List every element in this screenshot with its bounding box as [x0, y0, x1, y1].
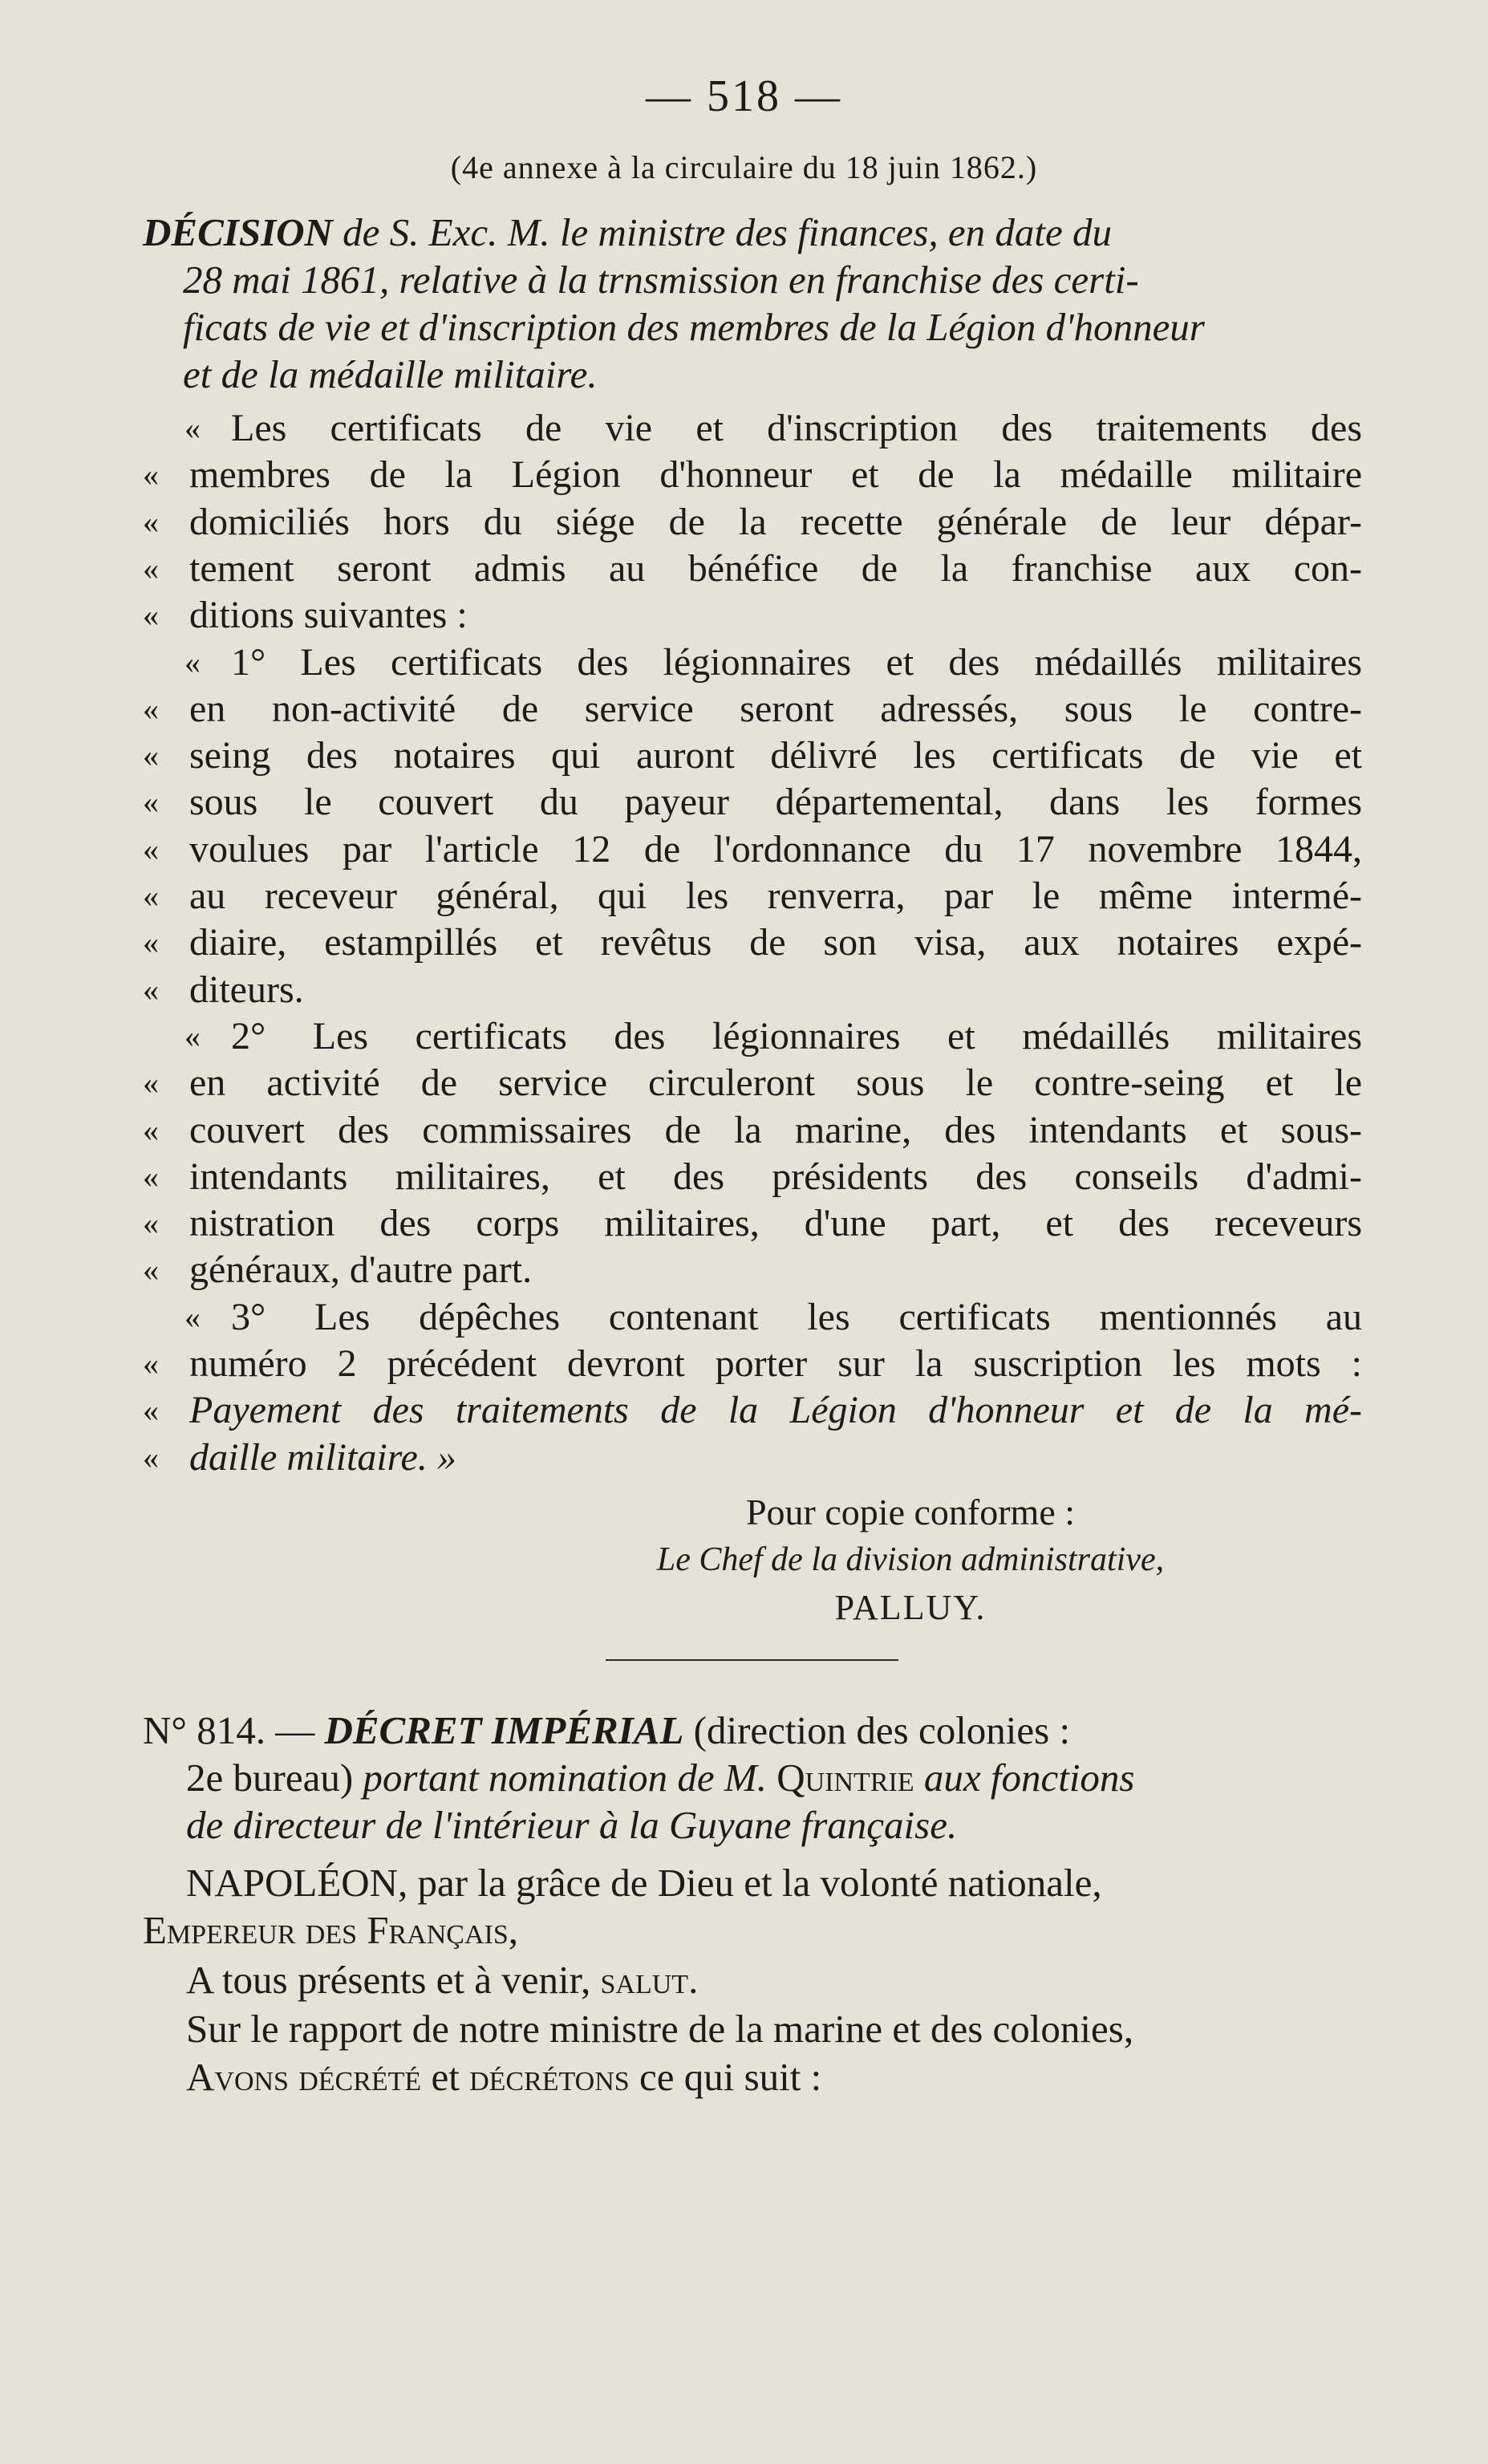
decision-line-text: seing des notaires qui auront délivré les certificats de vie et	[189, 734, 1362, 777]
section-divider	[606, 1659, 898, 1661]
decree-name: Quintrie	[776, 1756, 914, 1800]
decree-enact-2: et	[431, 2055, 460, 2099]
decree-subject-1: portant nomination de M.	[363, 1756, 767, 1800]
decision-line-text: couvert des commissaires de la marine, des intendants et sous-	[189, 1108, 1362, 1151]
quote-mark: «	[184, 643, 201, 680]
decision-line-text: diteurs.	[189, 968, 304, 1011]
decision-line	[143, 733, 1362, 779]
decision-line	[143, 686, 1362, 733]
annexe-note: (4e annexe à la circulaire du 18 juin 1862.)	[450, 149, 1038, 185]
signatory-title: Le Chef de la division administrative,	[656, 1541, 1165, 1578]
decision-line-text: voulues par l'article 12 de l'ordonnance du 17 novembre 1844,	[189, 827, 1362, 871]
decision-line	[143, 1060, 1362, 1106]
quote-mark: «	[143, 457, 159, 493]
quote-mark: «	[143, 1346, 159, 1382]
signatory-name: PALLUY.	[834, 1588, 987, 1627]
quote-mark: «	[143, 1252, 159, 1289]
decree-greeting-1: A tous présents et à venir,	[186, 1958, 591, 2002]
decree-subject-2: aux fonctions	[923, 1756, 1135, 1800]
copy-label: Pour copie conforme :	[745, 1492, 1076, 1532]
decision-heading-text-1: de S. Exc. M. le ministre des finances, en date du	[343, 210, 1113, 254]
decision-line	[143, 967, 1362, 1013]
quote-mark: «	[143, 924, 159, 961]
decision-line	[143, 1341, 1362, 1387]
decree-enact-4: ce qui suit :	[639, 2055, 822, 2099]
decision-line	[143, 1387, 1362, 1434]
decree-enact	[186, 2054, 1405, 2101]
decision-heading-line-4: et de la médaille militaire.	[183, 352, 598, 396]
quote-mark: «	[184, 1017, 201, 1054]
decision-line	[143, 1200, 1362, 1247]
quote-mark: «	[143, 1158, 159, 1195]
decision-line	[143, 1013, 1362, 1060]
decision-line	[143, 639, 1362, 686]
decision-line	[143, 452, 1362, 498]
decision-line	[143, 919, 1362, 966]
decision-line-text: Les certificats de vie et d'inscription des traitements des	[231, 407, 1362, 449]
decree-greeting	[186, 1957, 1405, 2003]
decision-heading-line-1	[143, 210, 1362, 254]
decree-line-1	[143, 1707, 1362, 1754]
decree-enact-3: décrétons	[469, 2055, 630, 2099]
decision-line-text: sous le couvert du payeur départemental, dans les formes	[189, 781, 1362, 824]
decision-heading-line-2: 28 mai 1861, relative à la trnsmission en franchise des certi-	[183, 258, 1139, 302]
decision-line-text: numéro 2 précédent devront porter sur la suscription les mots :	[189, 1342, 1362, 1385]
quote-mark: «	[143, 784, 159, 821]
decision-line	[143, 1247, 1362, 1293]
decision-line	[143, 499, 1362, 546]
decision-line-text: membres de la Légion d'honneur et de la médaille militaire	[189, 453, 1362, 497]
decision-line	[143, 779, 1362, 826]
quote-mark: «	[143, 830, 159, 867]
page-number: — 518 —	[646, 71, 842, 121]
quote-mark: «	[184, 1298, 201, 1335]
decision-line	[143, 1294, 1362, 1341]
decision-line	[143, 1435, 1362, 1481]
decree-intro-2: Empereur des Français,	[143, 1908, 518, 1952]
quote-mark: «	[184, 410, 201, 446]
decision-line-text: nistration des corps militaires, d'une part, et des receveurs	[189, 1202, 1362, 1245]
decision-line-text: en non-activité de service seront adressés, sous le contre-	[189, 687, 1362, 730]
decision-heading-line-3: ficats de vie et d'inscription des membres de la Légion d'honneur	[183, 305, 1205, 349]
quote-mark: «	[143, 1205, 159, 1242]
decree-intro-1: NAPOLÉON, par la grâce de Dieu et la volonté nationale,	[186, 1861, 1102, 1905]
quote-mark: «	[143, 1111, 159, 1148]
decree-number: N° 814. —	[143, 1708, 315, 1752]
quote-mark: «	[143, 690, 159, 727]
decision-line	[143, 873, 1362, 919]
decision-line	[143, 1107, 1362, 1154]
decision-line	[143, 405, 1362, 452]
decree-line-2	[186, 1755, 1405, 1801]
decision-line	[143, 826, 1362, 873]
decision-line	[143, 546, 1362, 592]
quote-mark: «	[143, 503, 159, 540]
decision-heading-bold: DÉCISION	[143, 210, 333, 254]
quote-mark: «	[143, 971, 159, 1008]
decision-line-text: tement seront admis au bénéfice de la franchise aux con-	[189, 546, 1362, 590]
decision-line-text: diaire, estampillés et revêtus de son visa, aux notaires expé-	[189, 921, 1362, 964]
decree-greeting-2: salut.	[600, 1958, 699, 2002]
decision-line-text: domiciliés hors du siége de la recette générale de leur dépar-	[189, 500, 1362, 543]
decision-line-text: en activité de service circuleront sous le contre-seing et le	[189, 1062, 1362, 1105]
decree-report: Sur le rapport de notre ministre de la marine et des colonies,	[186, 2007, 1134, 2051]
decision-line-text: 2° Les certificats des légionnaires et médaillés militaires	[231, 1014, 1362, 1057]
quote-mark: «	[143, 597, 159, 634]
decision-line-text: généraux, d'autre part.	[189, 1248, 533, 1292]
decree-direction-2: 2e bureau)	[186, 1756, 354, 1800]
decision-line-text: intendants militaires, et des présidents des conseils d'admi-	[189, 1155, 1362, 1198]
decision-line-text: 3° Les dépêches contenant les certificats mentionnés au	[231, 1295, 1362, 1338]
decision-line	[143, 1154, 1362, 1200]
decision-line-text: ditions suivantes :	[189, 594, 468, 637]
decision-line-text: Payement des traitements de la Légion d'honneur et de la mé-	[189, 1389, 1362, 1432]
decree-direction-1: (direction des colonies :	[693, 1708, 1071, 1752]
quote-mark: «	[143, 737, 159, 774]
decision-line-text: au receveur général, qui les renverra, par le même intermé-	[189, 875, 1362, 917]
quote-mark: «	[143, 550, 159, 587]
decision-line	[143, 592, 1362, 639]
quote-mark: «	[143, 1065, 159, 1102]
quote-mark: «	[143, 1439, 159, 1476]
decree-enact-1: Avons décrété	[186, 2055, 422, 2099]
quote-mark: «	[143, 878, 159, 914]
decision-line-text: 1° Les certificats des légionnaires et des médaillés militaires	[231, 640, 1362, 684]
decree-subject-3: de directeur de l'intérieur à la Guyane française.	[186, 1803, 958, 1847]
decision-line-text: daille militaire. »	[189, 1435, 456, 1479]
decree-title: DÉCRET IMPÉRIAL	[324, 1708, 684, 1752]
quote-mark: «	[143, 1392, 159, 1429]
